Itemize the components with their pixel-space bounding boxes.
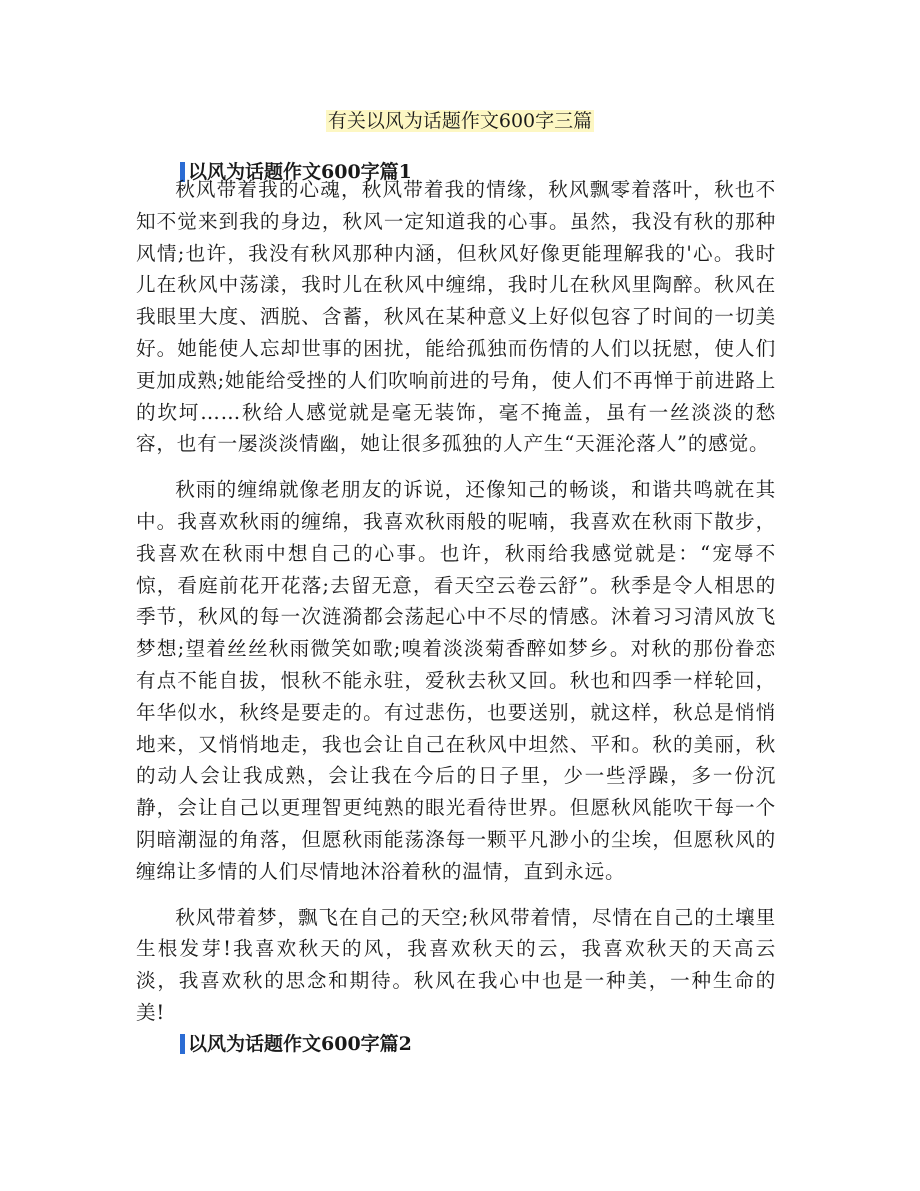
paragraph-1: 秋风带着我的心魂，秋风带着我的情缘，秋风飘零着落叶，秋也不知不觉来到我的身边，秋风一定知道我的心事。虽然，我没有秋的那种风情;也许，我没有秋风那种内涵，但秋风好像更能理解我的'心。我时儿在秋风中荡漾，我时儿在秋风中缠绵，我时儿在秋风里陶醉。秋风在我眼里大度、洒脱、含蓄，秋风在某种意义上好似包容了时间的一切美好。她能使人忘却世事的困扰，能给孤独而伤情的人们以抚慰，使人们更加成熟;她能给受挫的人们吹响前进的号角，使人们不再惮于前进路上的坎坷……秋给人感觉就是毫无装饰，毫不掩盖，虽有一丝淡淡的愁容，也有一屡淡淡情幽，她让很多孤独的人产生“天涯沦落人”的感觉。 (136, 178, 776, 456)
document-title-text: 有关以风为话题作文600字三篇 (327, 110, 593, 132)
section-heading-2 (180, 1030, 412, 1058)
paragraph-3: 秋风带着梦，飘飞在自己的天空;秋风带着情，尽情在自己的土壤里生根发芽!我喜欢秋天的风，我喜欢秋天的云，我喜欢秋天的天高云淡，我喜欢秋的思念和期待。秋风在我心中也是一种美，一种生命的美! (136, 905, 776, 1024)
section-heading-1-text: 以风为话题作文600字篇1 (188, 161, 412, 183)
section-1-body (136, 174, 776, 1029)
heading-marker-bar (180, 1034, 185, 1054)
paragraph-2: 秋雨的缠绵就像老朋友的诉说，还像知己的畅谈，和谐共鸣就在其中。我喜欢秋雨的缠绵，我喜欢秋雨般的呢喃，我喜欢在秋雨下散步，我喜欢在秋雨中想自己的心事。也许，秋雨给我感觉就是：“宠辱不惊，看庭前花开花落;去留无意，看天空云卷云舒”。秋季是令人相思的季节，秋风的每一次涟漪都会荡起心中不尽的情感。沐着习习清风放飞梦想;望着丝丝秋雨微笑如歌;嗅着淡淡菊香醉如梦乡。对秋的那份眷恋有点不能自拔，恨秋不能永驻，爱秋去秋又回。秋也和四季一样轮回，年华似水，秋终是要走的。有过悲伤，也要送别，就这样，秋总是悄悄地来，又悄悄地走，我也会让自己在秋风中坦然、平和。秋的美丽，秋的动人会让我成熟，会让我在今后的日子里，少一些浮躁，多一份沉静，会让自己以更理智更纯熟的眼光看待世界。但愿秋风能吹干每一个阴暗潮湿的角落，但愿秋雨能荡涤每一颗平凡渺小的尘埃，但愿秋风的缠绵让多情的人们尽情地沐浴着秋的温情，直到永远。 (136, 478, 777, 883)
section-heading-2-text: 以风为话题作文600字篇2 (188, 1033, 412, 1055)
document-title (0, 107, 920, 135)
